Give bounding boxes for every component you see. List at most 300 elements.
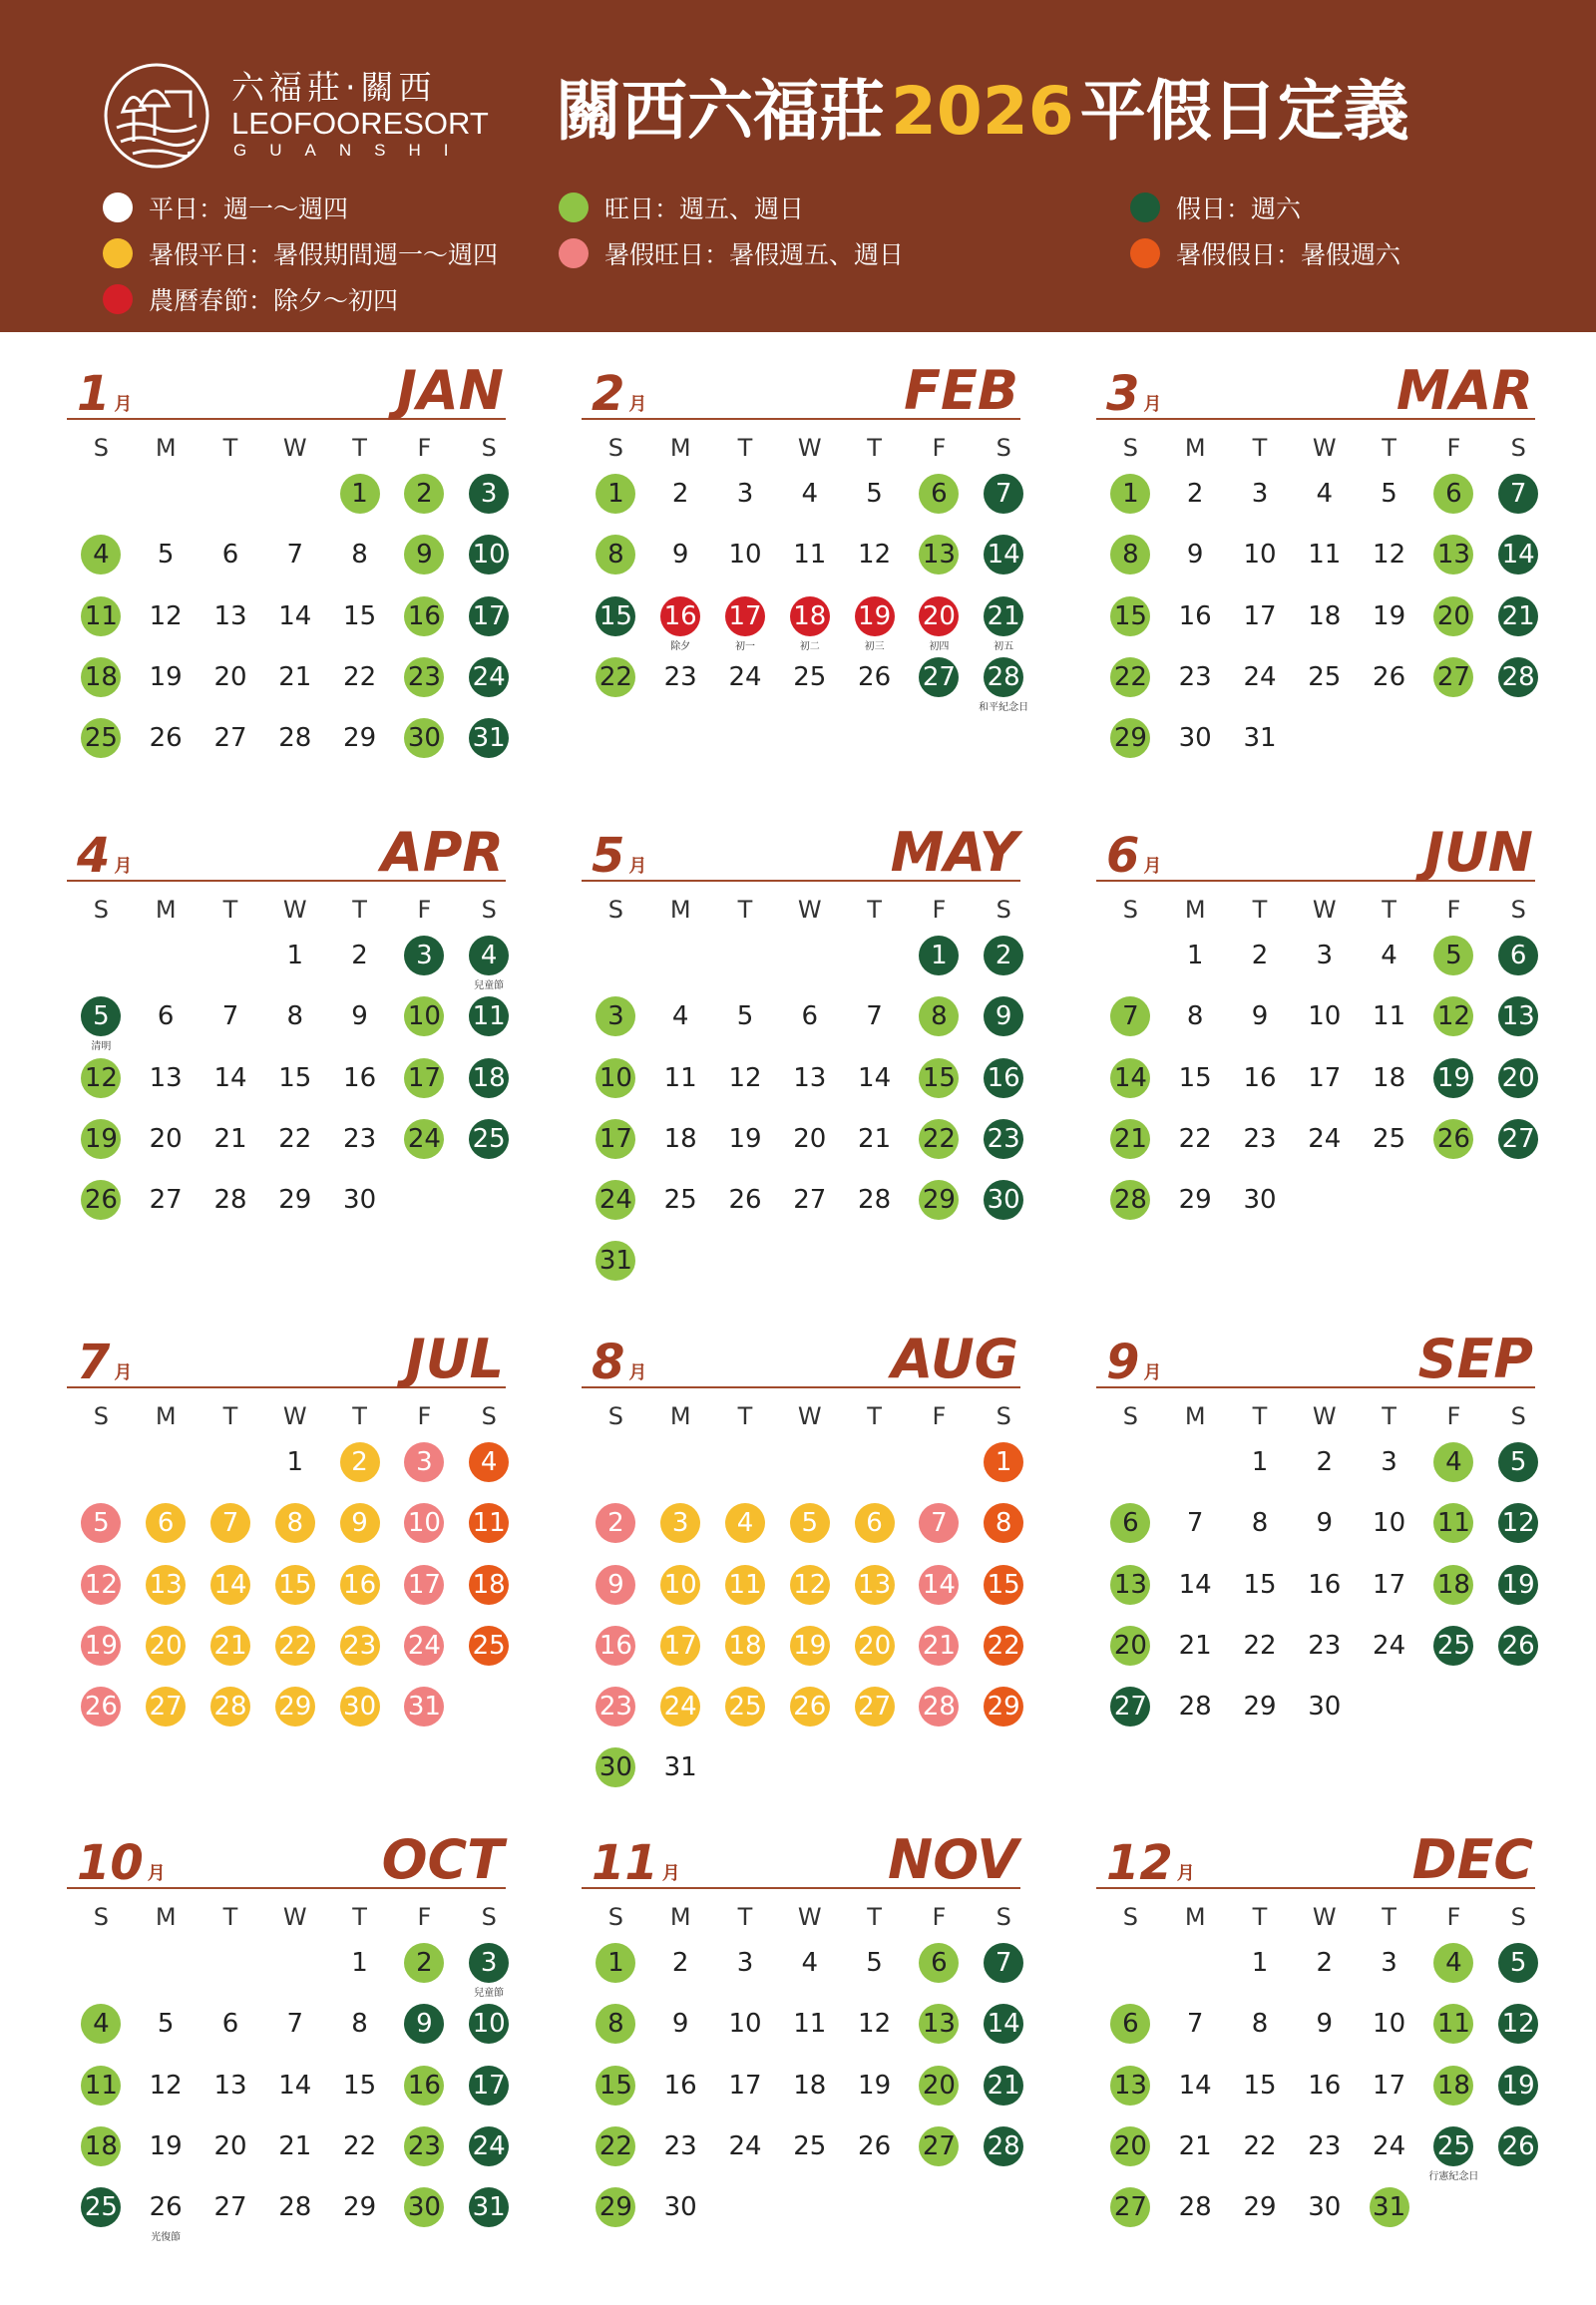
- weekday-header: [584, 434, 1020, 462]
- day-cell: [777, 1943, 842, 2004]
- day-number: 2: [404, 1943, 444, 1983]
- day-number: 27: [1498, 1119, 1538, 1159]
- day-number: 10: [660, 1565, 700, 1605]
- day-cell: [1292, 996, 1357, 1057]
- empty-cell: [1098, 1943, 1163, 2004]
- day-grid: [1098, 1943, 1535, 2248]
- day-cell: [842, 596, 907, 657]
- day-number: 7: [1498, 474, 1538, 514]
- day-cell: [1486, 657, 1551, 718]
- day-cell: [392, 2187, 457, 2248]
- month-number: 7 月: [77, 1335, 133, 1390]
- day-number: 18: [81, 2126, 121, 2166]
- day-cell: [777, 1119, 842, 1180]
- day-number: 8: [351, 540, 368, 571]
- day-cell: [1421, 1943, 1486, 2004]
- day-number: 24: [1308, 1123, 1342, 1154]
- day-cell: [134, 1119, 199, 1180]
- day-number: 6: [157, 1001, 175, 1032]
- day-number: 1: [984, 1442, 1023, 1482]
- day-cell: [648, 474, 713, 535]
- empty-cell: [777, 936, 842, 996]
- day-cell: [648, 1943, 713, 2004]
- day-cell: [262, 1626, 327, 1687]
- day-cell: [1163, 1503, 1228, 1564]
- day-number: 16: [1243, 1062, 1277, 1093]
- day-cell: [327, 1565, 392, 1626]
- day-cell: [1357, 996, 1421, 1057]
- day-number: 23: [404, 657, 444, 697]
- month-number: 11 月: [592, 1835, 680, 1891]
- day-number: 2: [1316, 1948, 1334, 1978]
- day-number: 3: [1251, 479, 1269, 509]
- day-number: 18: [1433, 1565, 1473, 1605]
- empty-cell: [584, 1442, 648, 1503]
- day-number: 20: [149, 1123, 183, 1154]
- day-number: 3: [404, 1442, 444, 1482]
- day-cell: [1357, 2187, 1421, 2248]
- weekday-label: T: [867, 434, 882, 462]
- day-number: 4: [81, 535, 121, 575]
- day-number: 13: [146, 1565, 186, 1605]
- day-number: 12: [728, 1062, 762, 1093]
- day-cell: [327, 1442, 392, 1503]
- day-number: 14: [278, 600, 312, 631]
- day-cell: [1228, 996, 1293, 1057]
- day-number: 9: [404, 2004, 444, 2044]
- day-number: 13: [855, 1565, 895, 1605]
- day-number: 10: [1308, 1001, 1342, 1032]
- weekday-label: F: [1446, 1402, 1461, 1430]
- legend-dot-icon: [1130, 192, 1160, 222]
- day-cell: [972, 1626, 1036, 1687]
- day-number: 11: [725, 1565, 765, 1605]
- empty-cell: [69, 1943, 134, 2004]
- day-number: 11: [81, 2066, 121, 2106]
- day-number: 6: [221, 2009, 239, 2040]
- legend-item-summer_holiday: [1130, 235, 1400, 271]
- day-cell: [1292, 1687, 1357, 1747]
- day-number: 26: [149, 723, 183, 754]
- day-cell: [907, 1626, 972, 1687]
- day-number: 1: [286, 941, 304, 970]
- day-cell: [1421, 936, 1486, 996]
- day-number: 21: [919, 1626, 959, 1666]
- day-cell: [327, 718, 392, 779]
- legend-item-holiday: [1130, 190, 1301, 225]
- day-cell: [392, 657, 457, 718]
- month-jul: [67, 1328, 506, 1747]
- weekday-label: F: [932, 1402, 947, 1430]
- weekday-label: S: [481, 1402, 497, 1430]
- day-number: 30: [984, 1180, 1023, 1220]
- day-number: 4: [671, 1001, 689, 1032]
- day-number: 18: [1373, 1062, 1406, 1093]
- day-cell: [648, 1180, 713, 1241]
- month-name: JAN: [396, 359, 504, 422]
- day-number: 9: [1316, 1508, 1334, 1539]
- day-number: 5: [81, 996, 121, 1036]
- weekday-label: T: [737, 1402, 753, 1430]
- day-cell: [199, 657, 263, 718]
- empty-cell: [713, 1442, 778, 1503]
- day-cell: [1163, 1180, 1228, 1241]
- day-cell: [457, 2126, 522, 2187]
- day-number: 17: [1308, 1062, 1342, 1093]
- weekday-label: M: [1184, 896, 1206, 924]
- day-cell: [1486, 1442, 1551, 1503]
- empty-cell: [1098, 936, 1163, 996]
- day-cell: [1163, 657, 1228, 718]
- day-cell: [907, 996, 972, 1057]
- weekday-label: M: [1184, 1402, 1206, 1430]
- day-cell: [842, 2004, 907, 2065]
- day-cell: [327, 1626, 392, 1687]
- holiday-note: 除夕: [670, 640, 691, 652]
- day-number: 23: [1308, 2130, 1342, 2161]
- day-cell: [199, 1119, 263, 1180]
- month-name: MAY: [890, 821, 1018, 884]
- day-cell: [1421, 1058, 1486, 1119]
- weekday-label: T: [222, 1402, 238, 1430]
- weekday-label: S: [996, 434, 1011, 462]
- month-number: 5 月: [592, 828, 647, 884]
- day-number: 27: [1110, 2187, 1150, 2227]
- day-number: 7: [286, 2009, 304, 2040]
- weekday-label: M: [1184, 1903, 1206, 1931]
- day-number: 15: [596, 596, 635, 636]
- day-cell: [1486, 2066, 1551, 2126]
- day-cell: [1421, 1503, 1486, 1564]
- day-number: 27: [213, 723, 247, 754]
- empty-cell: [648, 936, 713, 996]
- day-cell: [584, 1687, 648, 1747]
- day-cell: [1098, 1119, 1163, 1180]
- day-cell: [1098, 1058, 1163, 1119]
- day-number: 6: [919, 474, 959, 514]
- weekday-label: S: [1122, 1402, 1139, 1430]
- day-number: 26: [149, 2192, 183, 2223]
- day-cell: [972, 936, 1036, 996]
- month-header: [67, 359, 506, 422]
- day-cell: [1486, 1119, 1551, 1180]
- day-number: 29: [1243, 2192, 1277, 2223]
- weekday-label: M: [669, 1903, 691, 1931]
- empty-cell: [69, 936, 134, 996]
- day-cell: [584, 1241, 648, 1302]
- day-number: 3: [1381, 1447, 1397, 1477]
- day-number: 4: [469, 936, 509, 975]
- day-number: 21: [984, 2066, 1023, 2106]
- day-number: 13: [1433, 535, 1473, 575]
- day-number: 1: [596, 474, 635, 514]
- month-header: [1096, 1328, 1535, 1390]
- day-cell: [392, 2066, 457, 2126]
- day-number: 16: [984, 1058, 1023, 1098]
- day-cell: [262, 1442, 327, 1503]
- day-number: 19: [728, 1123, 762, 1154]
- day-number: 15: [984, 1565, 1023, 1605]
- day-number: 8: [351, 2009, 368, 2040]
- day-number: 13: [213, 2070, 247, 2101]
- day-number: 9: [1186, 540, 1204, 571]
- legend-item-cny: [103, 281, 398, 317]
- weekday-label: F: [932, 434, 947, 462]
- holiday-note: 初一: [734, 640, 755, 652]
- day-number: 7: [210, 1503, 250, 1543]
- day-number: 6: [221, 540, 239, 571]
- day-cell: [972, 1442, 1036, 1503]
- day-number: 10: [469, 535, 509, 575]
- day-number: 26: [81, 1687, 121, 1727]
- weekday-label: T: [222, 434, 238, 462]
- empty-cell: [134, 936, 199, 996]
- day-number: 10: [1373, 2009, 1406, 2040]
- header-banner: [0, 0, 1596, 332]
- day-cell: [713, 657, 778, 718]
- day-cell: [327, 1503, 392, 1564]
- day-cell: [1163, 1058, 1228, 1119]
- day-number: 9: [596, 1565, 635, 1605]
- day-cell: [457, 474, 522, 535]
- day-cell: [907, 1565, 972, 1626]
- day-cell: [199, 2126, 263, 2187]
- day-cell: [777, 535, 842, 595]
- day-number: 20: [146, 1626, 186, 1666]
- day-number: 5: [1381, 479, 1397, 509]
- day-number: 25: [1433, 1626, 1473, 1666]
- month-name: JUL: [405, 1328, 504, 1390]
- weekday-label: M: [669, 896, 691, 924]
- day-number: 14: [210, 1565, 250, 1605]
- day-cell: [584, 474, 648, 535]
- day-number: 11: [1308, 540, 1342, 571]
- day-number: 6: [801, 1001, 819, 1032]
- day-cell: [392, 1943, 457, 2004]
- day-number: 2: [1316, 1447, 1334, 1477]
- day-number: 26: [1373, 661, 1406, 692]
- day-cell: [1357, 1943, 1421, 2004]
- day-number: 7: [221, 1001, 239, 1032]
- day-number: 1: [1251, 1948, 1269, 1978]
- weekday-label: S: [996, 1402, 1011, 1430]
- day-number: 17: [725, 596, 765, 636]
- weekday-label: S: [481, 1903, 497, 1931]
- day-cell: [1486, 1058, 1551, 1119]
- day-cell: [907, 474, 972, 535]
- day-number: 24: [728, 661, 762, 692]
- weekday-label: T: [352, 1402, 367, 1430]
- day-number: 26: [858, 2130, 892, 2161]
- logo-chinese-text: 六福莊·關西: [231, 68, 437, 107]
- day-cell: [262, 996, 327, 1057]
- day-number: 21: [858, 1123, 892, 1154]
- day-number: 15: [1110, 596, 1150, 636]
- month-number: 9 月: [1106, 1335, 1162, 1390]
- day-cell: [1357, 2066, 1421, 2126]
- weekday-label: W: [797, 434, 822, 462]
- day-number: 10: [404, 996, 444, 1036]
- day-number: 25: [793, 2130, 827, 2161]
- day-cell: [199, 2187, 263, 2248]
- day-number: 14: [984, 2004, 1023, 2044]
- day-cell: [584, 535, 648, 595]
- day-number: 24: [1373, 2130, 1406, 2161]
- day-number: 23: [663, 2130, 697, 2161]
- day-cell: [713, 1180, 778, 1241]
- day-cell: [1228, 1943, 1293, 2004]
- day-number: 14: [278, 2070, 312, 2101]
- day-cell: [1228, 2066, 1293, 2126]
- day-cell: [69, 1687, 134, 1747]
- day-cell: [327, 657, 392, 718]
- empty-cell: [777, 1442, 842, 1503]
- day-number: 31: [404, 1687, 444, 1727]
- day-cell: [69, 2187, 134, 2248]
- day-cell: [842, 1565, 907, 1626]
- day-number: 2: [671, 479, 689, 509]
- day-cell: [262, 718, 327, 779]
- day-cell: [648, 657, 713, 718]
- day-cell: [199, 1058, 263, 1119]
- day-cell: [1292, 1943, 1357, 2004]
- day-cell: [1357, 535, 1421, 595]
- day-cell: [1421, 1119, 1486, 1180]
- day-number: 12: [1433, 996, 1473, 1036]
- day-cell: [972, 596, 1036, 657]
- day-cell: [199, 535, 263, 595]
- day-cell: [457, 1119, 522, 1180]
- day-cell: [134, 1565, 199, 1626]
- weekday-label: W: [1312, 1402, 1337, 1430]
- day-number: 27: [213, 2192, 247, 2223]
- day-cell: [1228, 1058, 1293, 1119]
- day-cell: [648, 1503, 713, 1564]
- day-cell: [972, 1180, 1036, 1241]
- day-cell: [842, 996, 907, 1057]
- day-cell: [713, 2004, 778, 2065]
- day-cell: [1292, 1442, 1357, 1503]
- day-number: 7: [286, 540, 304, 571]
- day-number: 13: [1110, 2066, 1150, 2106]
- day-number: 30: [663, 2192, 697, 2223]
- day-number: 14: [1110, 1058, 1150, 1098]
- day-number: 1: [919, 936, 959, 975]
- day-cell: [134, 1503, 199, 1564]
- weekday-label: W: [1312, 896, 1337, 924]
- day-number: 29: [343, 2192, 377, 2223]
- day-number: 4: [801, 479, 819, 509]
- day-cell: [1292, 1626, 1357, 1687]
- day-number: 14: [984, 535, 1023, 575]
- day-cell: [1421, 596, 1486, 657]
- day-cell: [1292, 2066, 1357, 2126]
- day-number: 23: [343, 1123, 377, 1154]
- month-apr: [67, 821, 506, 1241]
- day-number: 30: [596, 1747, 635, 1787]
- day-number: 9: [984, 996, 1023, 1036]
- day-cell: [972, 1058, 1036, 1119]
- day-cell: [392, 1503, 457, 1564]
- weekday-label: S: [93, 434, 110, 462]
- day-number: 24: [1373, 1630, 1406, 1661]
- day-cell: [1228, 1180, 1293, 1241]
- day-cell: [1292, 596, 1357, 657]
- day-number: 8: [596, 535, 635, 575]
- day-cell: [972, 2004, 1036, 2065]
- day-number: 8: [1186, 1001, 1204, 1032]
- day-cell: [392, 2126, 457, 2187]
- day-cell: [713, 1687, 778, 1747]
- day-number: 13: [213, 600, 247, 631]
- day-cell: [327, 2004, 392, 2065]
- day-number: 23: [1308, 1630, 1342, 1661]
- day-number: 30: [404, 2187, 444, 2227]
- day-cell: [1421, 2004, 1486, 2065]
- day-number: 23: [340, 1626, 380, 1666]
- day-cell: [584, 2004, 648, 2065]
- day-cell: [584, 596, 648, 657]
- day-number: 9: [340, 1503, 380, 1543]
- weekday-label: S: [1510, 1903, 1526, 1931]
- holiday-note: 初四: [929, 640, 950, 652]
- day-cell: [1098, 1503, 1163, 1564]
- day-cell: [1098, 1180, 1163, 1241]
- day-cell: [777, 996, 842, 1057]
- logo-english-text: LEOFOORESORT: [231, 106, 489, 141]
- day-cell: [842, 1503, 907, 1564]
- legend-item-wang: [559, 190, 804, 225]
- day-number: 20: [919, 596, 959, 636]
- day-number: 1: [340, 474, 380, 514]
- day-cell: [777, 657, 842, 718]
- day-cell: [1357, 1058, 1421, 1119]
- day-cell: [1163, 596, 1228, 657]
- day-number: 25: [663, 1185, 697, 1216]
- empty-cell: [199, 936, 263, 996]
- legend-dot-icon: [559, 238, 589, 268]
- day-cell: [584, 2126, 648, 2187]
- day-cell: [1486, 1565, 1551, 1626]
- day-cell: [1357, 2004, 1421, 2065]
- day-cell: [1357, 1119, 1421, 1180]
- day-number: 7: [1110, 996, 1150, 1036]
- day-number: 11: [1373, 1001, 1406, 1032]
- day-number: 17: [1373, 1569, 1406, 1600]
- day-cell: [1098, 2187, 1163, 2248]
- weekday-label: F: [932, 896, 947, 924]
- day-cell: [327, 1943, 392, 2004]
- holiday-note: 兒童節: [474, 1988, 505, 1999]
- day-number: 3: [660, 1503, 700, 1543]
- day-cell: [1228, 474, 1293, 535]
- day-number: 17: [1373, 2070, 1406, 2101]
- day-cell: [392, 2004, 457, 2065]
- weekday-header: [1098, 1903, 1535, 1931]
- day-cell: [1486, 474, 1551, 535]
- day-number: 18: [81, 657, 121, 697]
- day-cell: [713, 1943, 778, 2004]
- weekday-label: S: [1510, 1402, 1526, 1430]
- day-cell: [262, 1058, 327, 1119]
- day-number: 20: [213, 2130, 247, 2161]
- empty-cell: [134, 1943, 199, 2004]
- day-cell: [972, 474, 1036, 535]
- day-number: 7: [866, 1001, 883, 1032]
- day-cell: [69, 1503, 134, 1564]
- day-number: 16: [340, 1565, 380, 1605]
- day-cell: [907, 1943, 972, 2004]
